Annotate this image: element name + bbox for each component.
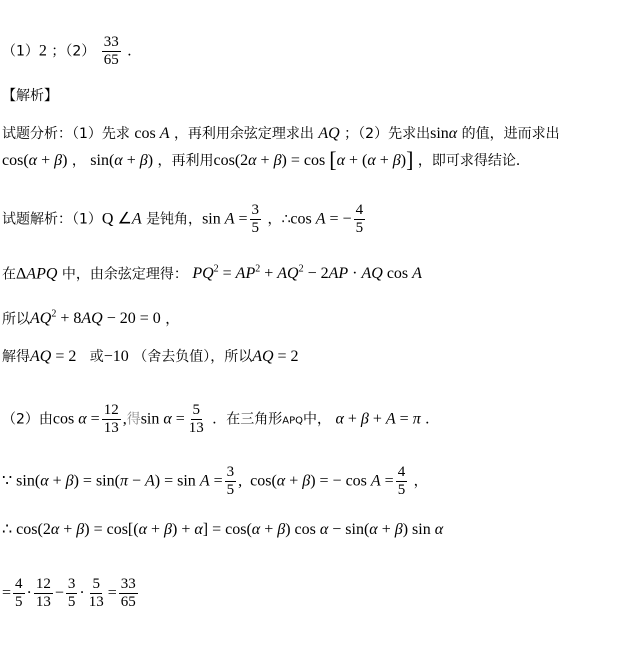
fraction-c [66, 576, 78, 611]
answer-value-1: 2 [38, 42, 47, 60]
analysis-line-2 [2, 148, 530, 171]
answer-end: ． [127, 43, 142, 60]
triangle-label: APQ [282, 415, 303, 427]
math-neg10: −10 [103, 348, 129, 365]
solution-line-1 [2, 202, 367, 237]
answer-denominator: 65 [103, 52, 119, 68]
section-heading [2, 86, 58, 106]
fraction-4-5 [354, 202, 366, 237]
solution-line-2 [2, 260, 422, 284]
solution-text-de: 得 [126, 411, 141, 428]
math-sin-alpha-eq: sin α = [140, 410, 185, 428]
math-cosA: cos A [134, 125, 170, 142]
math-minus: − [54, 584, 64, 602]
answer-line [2, 34, 141, 69]
solution-text-7: ， [165, 311, 180, 328]
fraction-denominator: 5 [397, 482, 406, 498]
math-sin-sum: sin(α + β) [90, 152, 154, 169]
math-triangle-APQ: ΔAPQ [16, 265, 58, 283]
fraction-denominator: 5 [226, 482, 235, 498]
analysis-text-6: ，再利用 [157, 153, 214, 169]
math-step6a: ∵ sin(α + β) = sin(π − A) = sin A = [2, 472, 223, 490]
fraction-denominator: 13 [188, 420, 204, 436]
analysis-line-1 [2, 124, 560, 144]
math-cos-alpha-eq: cos α = [52, 410, 100, 428]
fraction-denominator: 65 [120, 594, 136, 610]
fraction-numerator: 4 [15, 576, 23, 592]
fraction-denominator: 13 [88, 594, 104, 610]
fraction-numerator: 12 [103, 402, 119, 418]
math-sin-alpha: sinα [430, 125, 458, 142]
math-sinA-eq: sin A = [202, 210, 248, 228]
solution-text-8: 解得 [2, 349, 30, 365]
solution-text-12: ．在三角形 [212, 411, 283, 428]
solution-text-9: 或 [89, 349, 104, 365]
fraction-denominator: 13 [103, 420, 119, 436]
math-AQ-2-final: AQ = 2 [252, 348, 299, 365]
solution-text-5: 中，由余弦定理得： [61, 266, 188, 283]
solution-text-6: 所以 [2, 311, 30, 328]
math-comma: , [122, 410, 127, 428]
solution-line-4 [2, 347, 299, 367]
solution-line-8 [2, 576, 140, 611]
fraction-numerator: 12 [35, 576, 51, 592]
math-cos-sum: cos(α + β) [2, 152, 68, 169]
solution-line-6 [2, 464, 428, 499]
answer-fraction [102, 34, 121, 69]
fraction-denominator: 5 [251, 220, 260, 236]
solution-text-14: ． [425, 411, 440, 428]
math-step6b: , cos(α + β) = − cos A = [238, 472, 394, 490]
solution-line-3 [2, 305, 179, 329]
solution-line-7 [2, 520, 443, 540]
answer-numerator: 33 [103, 34, 119, 50]
solution-line-5 [2, 402, 439, 437]
fraction-4-5b [396, 464, 408, 499]
answer-label-1: （1） [2, 43, 39, 60]
fraction-d [87, 576, 106, 611]
fraction-3-5 [250, 202, 262, 237]
solution-text-10: （舍去负值），所以 [133, 349, 253, 365]
math-identity: cos(2α + β) = cos [α + (α + β)] [213, 147, 414, 172]
fraction-a [13, 576, 25, 611]
fraction-numerator: 4 [355, 202, 364, 218]
math-eq: = [107, 584, 117, 602]
math-angle-A: Q ∠A [101, 210, 142, 228]
analysis-text-1: 试题分析：（1）先求 [2, 126, 130, 142]
fraction-3-5b [225, 464, 237, 499]
fraction-numerator: 3 [226, 464, 235, 480]
fraction-numerator: 5 [192, 402, 201, 418]
heading-text: 【解析】 [2, 88, 58, 104]
fraction-numerator: 3 [67, 576, 76, 592]
fraction-numerator: 33 [120, 576, 136, 592]
solution-text-13: 中， [303, 411, 331, 428]
solution-text-15: ， [413, 473, 428, 490]
solution-text-2: 是钝角， [146, 211, 203, 228]
math-AQ: AQ [318, 125, 340, 142]
answer-label-2: （2） [65, 43, 96, 60]
analysis-text-2: ，再利用余弦定理求出 [173, 126, 314, 142]
math-step7: ∴ cos(2α + β) = cos[(α + β) + α] = cos(α + β) cos α − sin(α + β) sin α [2, 521, 444, 538]
solution-text-4: 在 [2, 266, 16, 283]
fraction-denominator: 5 [15, 594, 23, 610]
fraction-denominator: 13 [35, 594, 51, 610]
solution-text-11: （2）由 [2, 411, 53, 428]
fraction-5-13 [187, 402, 206, 437]
solution-text-1: 试题解析：（1） [2, 211, 102, 228]
analysis-text-5: ， [71, 153, 86, 169]
math-cosine-law: $PQ^2 = AP^2 + AQ^2 - 2AP$ · AQ cos A [192, 264, 422, 283]
answer-separator: ； [51, 43, 66, 60]
fraction-12-13 [102, 402, 121, 437]
math-angle-sum: α + β + A = π [335, 410, 421, 428]
math-dot: · [79, 584, 85, 602]
math-quadratic: $AQ^2 + 8AQ - 20 = 0$ [30, 309, 161, 328]
analysis-text-7: ，即可求得结论． [417, 153, 530, 169]
math-eq: = [2, 584, 12, 602]
fraction-result [119, 576, 138, 611]
math-cosA-eq: cos A = − [290, 210, 352, 228]
fraction-numerator: 3 [251, 202, 260, 218]
fraction-b [34, 576, 53, 611]
solution-text-3: ，∴ [267, 211, 291, 228]
math-AQ-2: AQ = 2 [30, 348, 77, 365]
analysis-text-3: ；（2）先求出 [344, 126, 431, 142]
fraction-numerator: 5 [92, 576, 100, 592]
fraction-denominator: 5 [355, 220, 364, 236]
analysis-text-4: 的值，进而求出 [461, 126, 560, 142]
fraction-denominator: 5 [67, 594, 76, 610]
fraction-numerator: 4 [397, 464, 406, 480]
math-dot: · [26, 584, 32, 602]
